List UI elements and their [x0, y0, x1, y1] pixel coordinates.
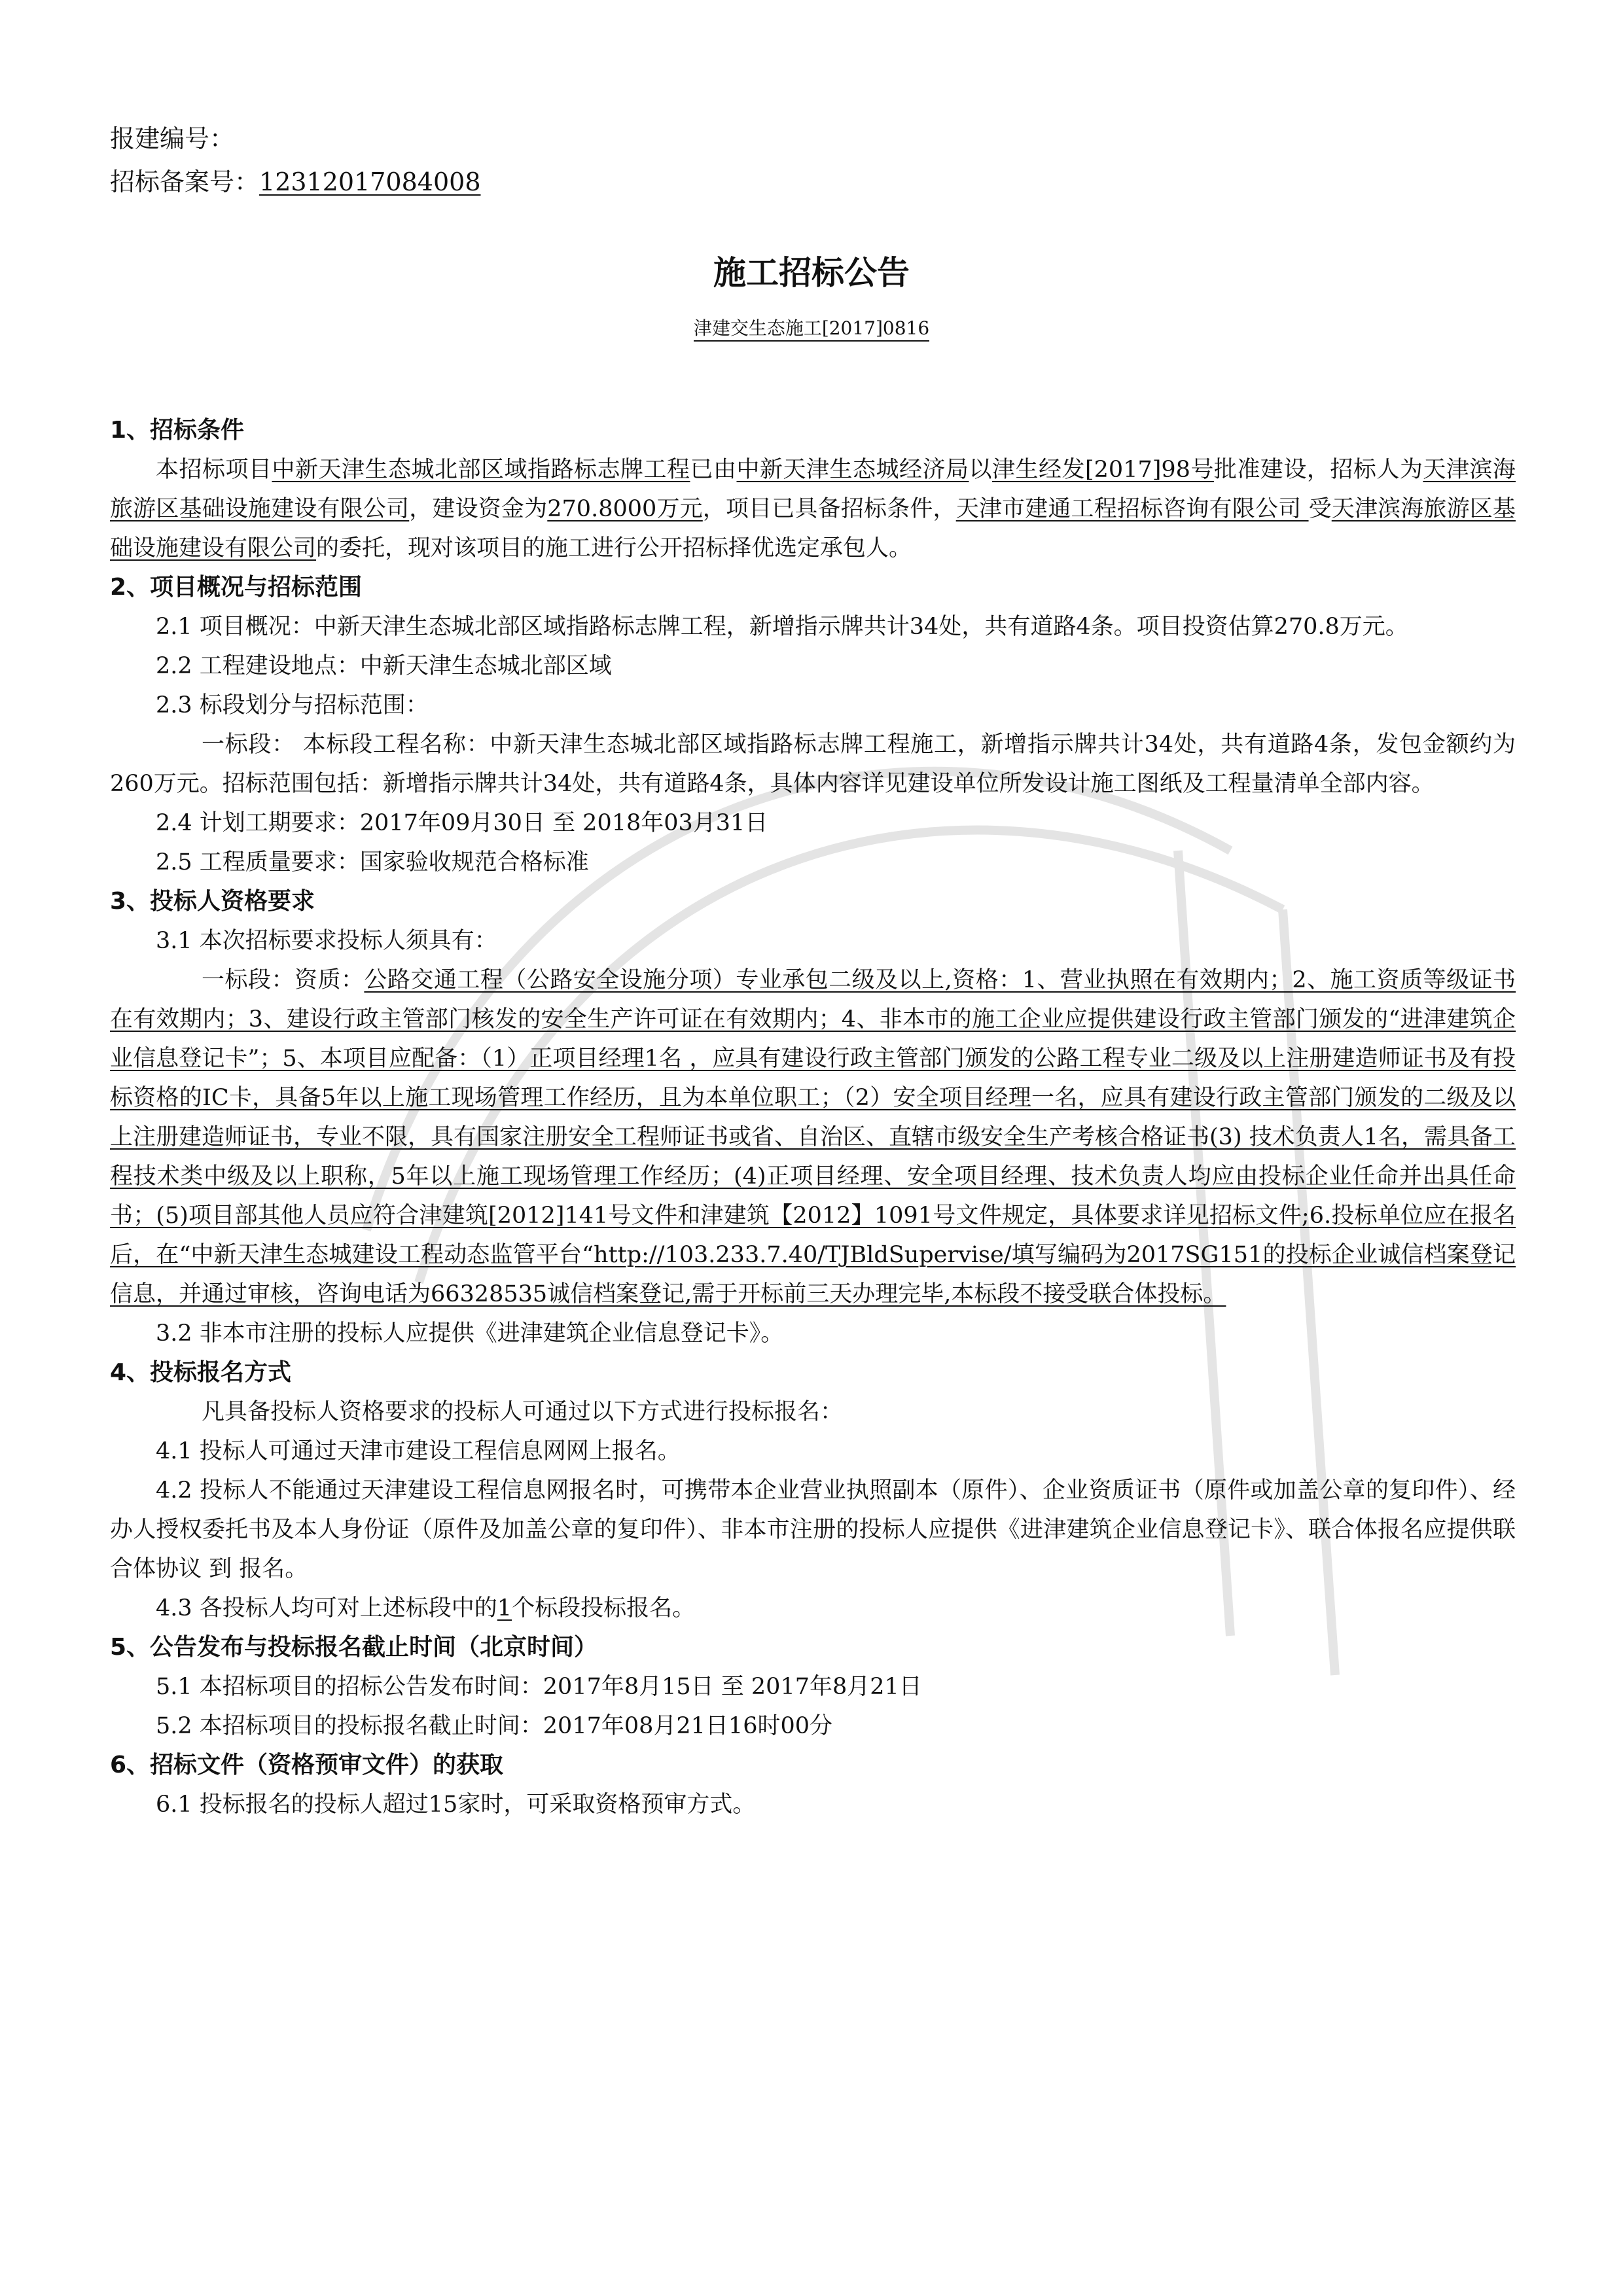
tender-filing-number: 招标备案号：12312017084008	[110, 168, 481, 196]
tender-agency: 天津市建通工程招标咨询有限公司	[955, 496, 1309, 522]
section-heading-6: 6、招标文件（资格预审文件）的获取	[110, 1752, 504, 1778]
section-heading-1: 1、招标条件	[110, 417, 245, 444]
document-number: 津建交生态施工[2017]0816	[0, 315, 1623, 342]
section-5-item-1: 5.1 本招标项目的招标公告发布时间：2017年8月15日 至 2017年8月21日	[156, 1674, 922, 1700]
project-name: 中新天津生态城北部区域指路标志牌工程	[272, 457, 690, 483]
section-heading-3: 3、投标人资格要求	[110, 888, 315, 915]
section-2-item-3: 2.3 标段划分与招标范围：	[156, 692, 429, 718]
registration-number: 报建编号：	[110, 124, 235, 153]
document-title: 施工招标公告	[713, 254, 910, 292]
section-2-item-4: 2.4 计划工期要求：2017年09月30日 至 2018年03月31日	[156, 810, 768, 836]
section-5-item-2: 5.2 本招标项目的投标报名截止时间：2017年08月21日16时00分	[156, 1713, 833, 1739]
section-2-item-1: 2.1 项目概况：中新天津生态城北部区域指路标志牌工程，新增指示牌共计34处，共有道路4条。项目投资估算270.8万元。	[156, 614, 1408, 640]
tenderer-name-2: 天津滨海旅游区基础设施建设有限公司	[110, 496, 1516, 561]
section-4-item-2: 4.2 投标人不能通过天津建设工程信息网报名时，可携带本企业营业执照副本（原件）、企业资质证书（原件或加盖公章的复印件）、经办人授权委托书及本人身份证（原件及加盖公章的复印件）、非本市注册的投标人应提供《进津建筑企业信息登记卡》、联合体报名应提供联合体协议 到 报名。	[110, 1477, 1516, 1582]
section-4-item-3: 4.3 各投标人均可对上述标段中的1个标段投标报名。	[156, 1595, 696, 1621]
section-3-qualification: 一标段：资质：公路交通工程（公路安全设施分项）专业承包二级及以上,资格：1、营业执照在有效期内；2、施工资质等级证书在有效期内；3、建设行政主管部门核发的安全生产许可证在有效期内；4、非本市的施工企业应提供建设行政主管部门颁发的“进津建筑企业信息登记卡”；5、本项目应配备：（1）正项目经理1名 ，应具有建设行政主管部门颁发的公路工程专业二级及以上注册建造师证书及有投标资格的IC卡，具备5年以上施工现场管理工作经历，且为本单位职工；（2）安全项目经理一名，应具有建设行政主管部门颁发的二级及以上注册建造师证书，专业不限，具有国家注册安全工程师证书或省、自治区、直辖市级安全生产考核合格证书(3) 技术负责人1名，需具备工程技术类中级及以上职称，5年以上施工现场管理工作经历；(4)正项目经理、安全项目经理、技术负责人均应由投标企业任命并出具任命书；(5)项目部其他人员应符合津建筑[2012]141号文件和津建筑【2012】1091号文件规定，具体要求详见招标文件;6.投标单位应在报名后，在“中新天津生态城建设工程动态监管平台“http://103.233.7.40/TJBldSupervise/填写编码为2017SG151的投标企业诚信档案登记信息，并通过审核，咨询电话为66328535诚信档案登记,需于开标前三天办理完毕,本标段不接受联合体投标。	[110, 967, 1516, 1307]
construction-funds: 270.8000万元	[547, 496, 703, 522]
approval-number: 津生经发[2017]98号	[992, 457, 1214, 483]
section-4-intro: 凡具备投标人资格要求的投标人可通过以下方式进行投标报名：	[202, 1399, 844, 1425]
lot-count: 1	[497, 1595, 512, 1621]
section-2-item-5: 2.5 工程质量要求：国家验收规范合格标准	[156, 849, 589, 875]
section-6-item-1: 6.1 投标报名的投标人超过15家时，可采取资格预审方式。	[156, 1792, 756, 1818]
section-heading-4: 4、投标报名方式	[110, 1359, 292, 1386]
section-2-item-2: 2.2 工程建设地点：中新天津生态城北部区域	[156, 653, 612, 679]
approving-authority: 中新天津生态城经济局	[736, 457, 969, 483]
tender-filing-value: 12312017084008	[259, 168, 481, 196]
section-heading-5: 5、公告发布与投标报名截止时间（北京时间）	[110, 1634, 598, 1661]
section-2-lot-scope: 一标段： 本标段工程名称：中新天津生态城北部区域指路标志牌工程施工，新增指示牌共计34处，共有道路4条，发包金额约为260万元。招标范围包括：新增指示牌共计34处，共有道路4条，具体内容详见建设单位所发设计施工图纸及工程量清单全部内容。	[110, 732, 1516, 797]
document-body	[110, 411, 1516, 1824]
section-1-paragraph: 本招标项目中新天津生态城北部区域指路标志牌工程已由中新天津生态城经济局以津生经发[2017]98号批准建设，招标人为天津滨海旅游区基础设施建设有限公司，建设资金为270.8000万元，项目已具备招标条件，天津市建通工程招标咨询有限公司 受天津滨海旅游区基础设施建设有限公司的委托，现对该项目的施工进行公开招标择优选定承包人。	[110, 457, 1516, 561]
section-heading-2: 2、项目概况与招标范围	[110, 574, 363, 601]
tenderer-name: 天津滨海旅游区基础设施建设有限公司	[110, 457, 1516, 522]
section-4-item-1: 4.1 投标人可通过天津市建设工程信息网网上报名。	[156, 1438, 681, 1464]
qualification-requirements: 公路交通工程（公路安全设施分项）专业承包二级及以上,资格：1、营业执照在有效期内；2、施工资质等级证书在有效期内；3、建设行政主管部门核发的安全生产许可证在有效期内；4、非本市的施工企业应提供建设行政主管部门颁发的“进津建筑企业信息登记卡”；5、本项目应配备：（1）正项目经理1名 ，应具有建设行政主管部门颁发的公路工程专业二级及以上注册建造师证书及有投标资格的IC卡，具备5年以上施工现场管理工作经历，且为本单位职工；（2）安全项目经理一名，应具有建设行政主管部门颁发的二级及以上注册建造师证书，专业不限，具有国家注册安全工程师证书或省、自治区、直辖市级安全生产考核合格证书(3) 技术负责人1名，需具备工程技术类中级及以上职称，5年以上施工现场管理工作经历；(4)正项目经理、安全项目经理、技术负责人均应由投标企业任命并出具任命书；(5)项目部其他人员应符合津建筑[2012]141号文件和津建筑【2012】1091号文件规定，具体要求详见招标文件;6.投标单位应在报名后，在“中新天津生态城建设工程动态监管平台“http://103.233.7.40/TJBldSupervise/填写编码为2017SG151的投标企业诚信档案登记信息，并通过审核，咨询电话为66328535诚信档案登记,需于开标前三天办理完毕,本标段不接受联合体投标。	[110, 967, 1516, 1307]
section-3-item-1: 3.1 本次招标要求投标人须具有：	[156, 928, 497, 954]
section-3-item-2: 3.2 非本市注册的投标人应提供《进津建筑企业信息登记卡》。	[156, 1320, 784, 1347]
